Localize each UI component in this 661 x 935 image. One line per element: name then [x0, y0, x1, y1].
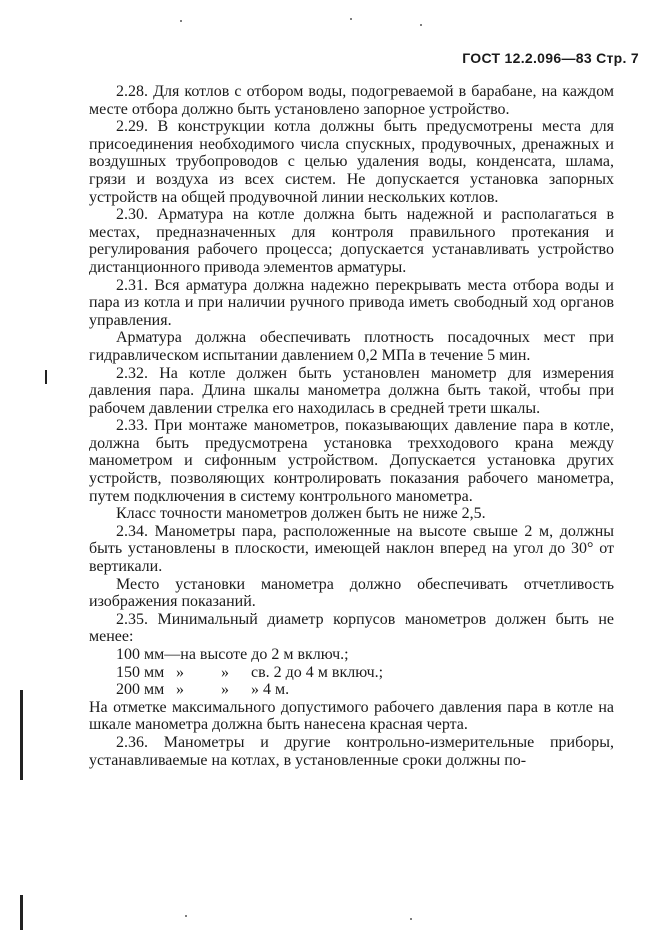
scan-speck — [185, 915, 187, 917]
paragraph-2-35: 2.35. Минимальный диаметр корпусов манометров должен быть не менее: — [89, 610, 614, 646]
paragraph-2-33: 2.33. При монтаже манометров, показывающих давление пара в котле, должна быть предусмотрена установка трехходового крана между манометром и сифонным устройством. Допускается установка других устройств, позволяющих контролировать показания рабочего манометра, путем подключения в систему контрольного манометра. — [89, 417, 614, 505]
scan-speck — [410, 918, 412, 920]
size-row-200 — [89, 681, 614, 699]
size-row-text: 100 мм—на высоте до 2 м включ.; — [116, 646, 349, 663]
scan-margin-mark — [20, 895, 23, 930]
document-body — [89, 83, 614, 769]
scan-margin-mark — [20, 690, 23, 780]
size-value: 150 мм — [116, 663, 165, 681]
paragraph-2-34-cont: Место установки манометра должно обеспечивать отчетливость изображения показаний. — [89, 575, 614, 611]
height-range: » 4 м. — [251, 681, 290, 699]
scan-speck — [420, 24, 422, 26]
paragraph-2-28: 2.28. Для котлов с отбором воды, подогреваемой в барабане, на каждом месте отбора должно быть установлено запорное устройство. — [89, 83, 614, 118]
paragraph-2-34: 2.34. Манометры пара, расположенные на высоте свыше 2 м, должны быть установлены в плоскости, имеющей наклон вперед на угол до 30° от вертикали. — [89, 522, 614, 576]
ditto-mark: » — [221, 663, 229, 681]
paragraph-2-29: 2.29. В конструкции котла должны быть предусмотрены места для присоединения необходимого числа спускных, продувочных, дренажных и воздушных трубопроводов с целью удаления воды, конденсата, шлама, грязи и воздуха из всех систем. Не допускается установка запорных устройств на общей продувочной линии нескольких котлов. — [89, 118, 614, 206]
paragraph-2-32: 2.32. На котле должен быть установлен манометр для измерения давления пара. Длина шкалы манометра должна быть такой, чтобы при рабочем давлении стрелка его находилась в средней трети шкалы. — [89, 364, 614, 417]
ditto-mark: » — [221, 681, 229, 699]
paragraph-2-30: 2.30. Арматура на котле должна быть надежной и располагаться в местах, предназначенных для контроля правильного протекания и регулирования рабочего процесса; допускается устанавливать устройство дистанционного привода элементов арматуры. — [89, 206, 614, 276]
ditto-mark: » — [176, 681, 184, 699]
scan-speck — [180, 20, 182, 22]
size-row-150 — [89, 664, 614, 682]
page-header: ГОСТ 12.2.096—83 Стр. 7 — [462, 50, 639, 66]
paragraph-2-31-cont: Арматура должна обеспечивать плотность посадочных мест при гидравлическом испытании давлением 0,2 МПа в течение 5 мин. — [89, 329, 614, 364]
paragraph-2-33-class: Класс точности манометров должен быть не ниже 2,5. — [116, 505, 486, 523]
paragraph-2-31: 2.31. Вся арматура должна надежно перекрывать места отбора воды и пара из котла и при наличии ручного привода иметь свободный ход органов управления. — [89, 276, 614, 329]
paragraph-2-36: 2.36. Манометры и другие контрольно-измерительные приборы, устанавливаемые на котлах, в установленные сроки должны по- — [89, 733, 614, 769]
scan-speck — [350, 18, 352, 20]
paragraph-2-35-red-line: На отметке максимального допустимого рабочего давления пара в котле на шкале манометра должна быть нанесена красная черта. — [89, 698, 614, 734]
size-row-100 — [89, 646, 614, 664]
size-value: 200 мм — [116, 681, 165, 699]
ditto-mark: » — [176, 663, 184, 681]
scan-margin-mark — [45, 370, 47, 384]
height-range: св. 2 до 4 м включ.; — [251, 663, 384, 681]
